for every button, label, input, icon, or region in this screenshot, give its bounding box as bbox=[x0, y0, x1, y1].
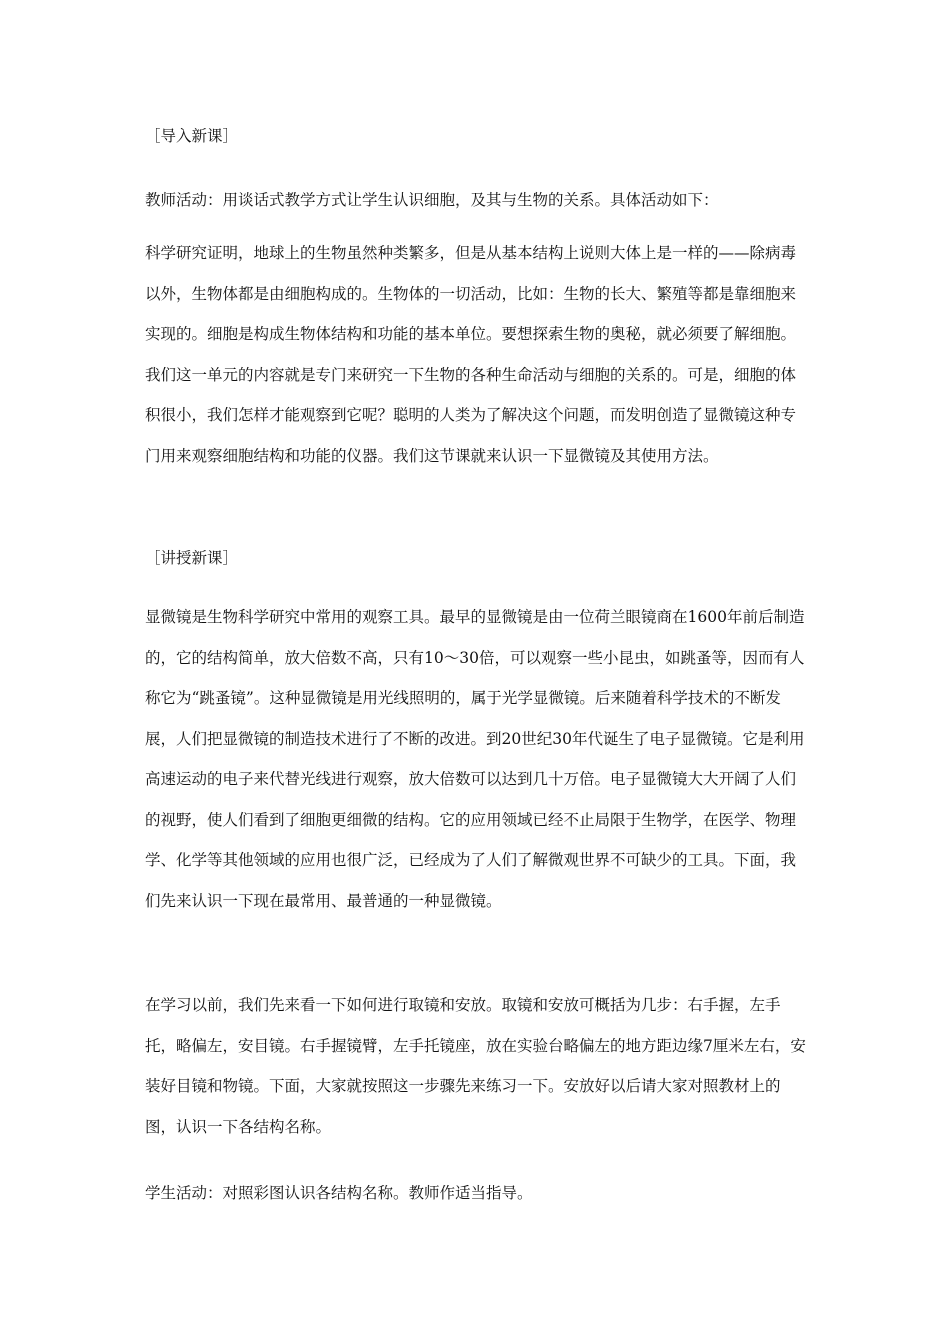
microscope-paragraph: 显微镜是生物科学研究中常用的观察工具。最早的显微镜是由一位荷兰眼镜商在1600年前后制造的，它的结构简单，放大倍数不高，只有10～30倍，可以观察一些小昆虫，如跳蚤等，因而有人称它为“跳蚤镜”。这种显微镜是用光线照明的，属于光学显微镜。后来随着科学技术的不断发展，人们把显微镜的制造技术进行了不断的改进。到20世纪30年代诞生了电子显微镜。它是利用高速运动的电子来代替光线进行观察，放大倍数可以达到几十万倍。电子显微镜大大开阔了人们的视野，使人们看到了细胞更细微的结构。它的应用领域已经不止局限于生物学，在医学、物理学、化学等其他领域的应用也很广泛，已经成为了人们了解微观世界不可缺少的工具。下面，我们先来认识一下现在最常用、最普通的一种显微镜。 bbox=[145, 608, 805, 910]
student-activity-paragraph: 学生活动：对照彩图认识各结构名称。教师作适当指导。 bbox=[145, 1184, 533, 1202]
science-paragraph: 科学研究证明，地球上的生物虽然种类繁多，但是从基本结构上说则大体上是一样的——除病毒以外，生物体都是由细胞构成的。生物体的一切活动，比如：生物的长大、繁殖等都是靠细胞来实现的。细胞是构成生物体结构和功能的基本单位。要想探索生物的奥秘，就必须要了解细胞。我们这一单元的内容就是专门来研究一下生物的各种生命活动与细胞的关系的。可是，细胞的体积很小，我们怎样才能观察到它呢？聪明的人类为了解决这个问题，而发明创造了显微镜这种专门用来观察细胞结构和功能的仪器。我们这节课就来认识一下显微镜及其使用方法。 bbox=[145, 244, 797, 465]
lecture-heading: ［讲授新课］ bbox=[145, 549, 239, 567]
teacher-activity-paragraph: 教师活动：用谈话式教学方式让学生认识细胞，及其与生物的关系。具体活动如下： bbox=[145, 191, 719, 209]
handling-paragraph: 在学习以前，我们先来看一下如何进行取镜和安放。取镜和安放可概括为几步：右手握，左手托，略偏左，安目镜。右手握镜臂，左手托镜座，放在实验台略偏左的地方距边缘7厘米左右，安装好目镜和物镜。下面，大家就按照这一步骤先来练习一下。安放好以后请大家对照教材上的图，认识一下各结构名称。 bbox=[145, 996, 806, 1136]
intro-heading: ［导入新课］ bbox=[145, 127, 239, 145]
